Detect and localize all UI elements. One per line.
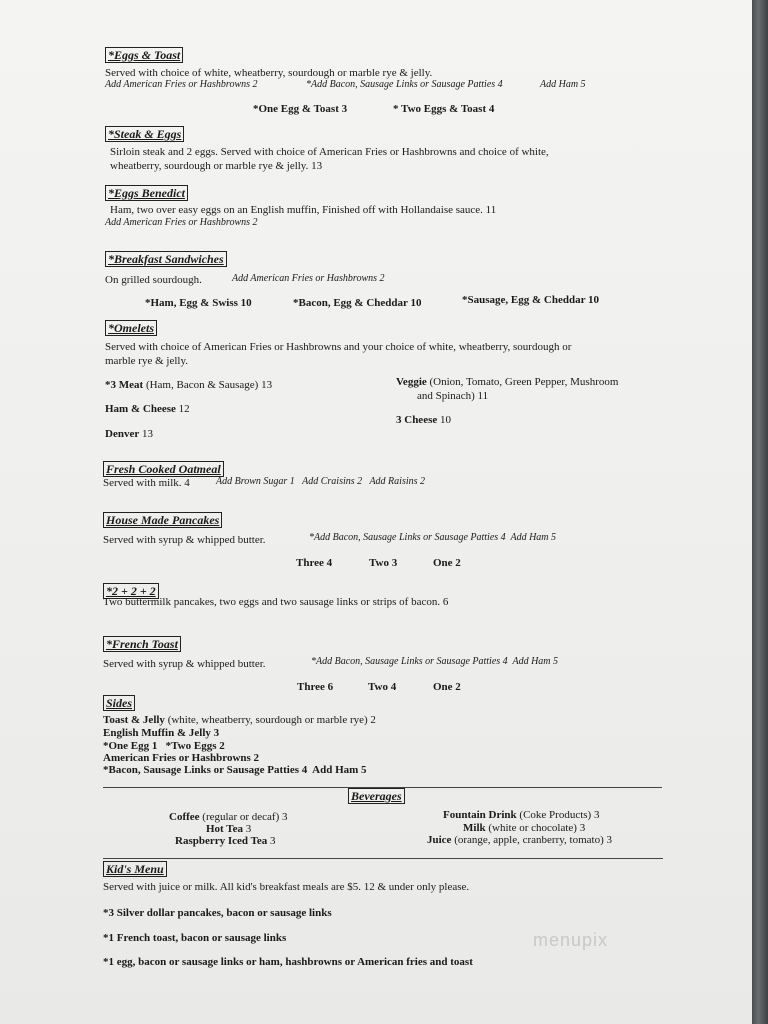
- sides-meat: *Bacon, Sausage Links or Sausage Patties 4 Add Ham 5: [103, 764, 367, 776]
- table-surface-edge: [752, 0, 768, 1024]
- menupix-watermark: menupix: [533, 930, 609, 950]
- french-toast-size: Two 4: [368, 681, 397, 693]
- beverage-raspberry-tea: [175, 834, 276, 848]
- section-omelets-title: *Omelets: [105, 320, 157, 336]
- sandwich-item: *Ham, Egg & Swiss 10: [145, 297, 252, 309]
- omelet-veggie-line2: and Spinach) 11: [417, 390, 489, 402]
- eggs-toast-add-meat: *Add Bacon, Sausage Links or Sausage Patties 4: [306, 79, 503, 90]
- omelet-name: 3 Cheese: [396, 414, 438, 426]
- beverage-name: Juice: [427, 834, 452, 846]
- beverage-detail: 3: [267, 835, 276, 847]
- section-two-two-two-title: *2 + 2 + 2: [103, 583, 159, 599]
- beverage-detail: (Coke Products) 3: [516, 809, 600, 821]
- beverage-detail: 3: [242, 823, 252, 835]
- eggs-toast-desc: Served with choice of white, wheatberry, sourdough or marble rye & jelly.: [105, 67, 433, 79]
- omelet-three-meat: [105, 378, 272, 392]
- sides-toast-jelly: [103, 713, 376, 727]
- omelet-name: Veggie: [396, 376, 427, 388]
- omelet-denver: [105, 427, 153, 441]
- omelet-detail: 13: [139, 428, 153, 440]
- beverage-name: Milk: [463, 822, 486, 834]
- french-toast-add: *Add Bacon, Sausage Links or Sausage Patties 4 Add Ham 5: [311, 656, 559, 667]
- steak-eggs-desc-1: Sirloin steak and 2 eggs. Served with choice of American Fries or Hashbrowns and choice of white,: [110, 146, 549, 158]
- breakfast-sandwiches-add: Add American Fries or Hashbrowns 2: [232, 273, 385, 284]
- beverage-name: Hot Tea: [206, 823, 243, 835]
- section-eggs-toast-title: *Eggs & Toast: [105, 47, 183, 63]
- pancake-size: Two 3: [369, 557, 398, 569]
- omelet-three-cheese: [396, 413, 451, 427]
- eggs-benedict-desc: Ham, two over easy eggs on an English muffin, Finished off with Hollandaise sauce. 11: [110, 204, 497, 216]
- sandwich-item: *Bacon, Egg & Cheddar 10: [293, 297, 422, 309]
- kids-desc: Served with juice or milk. All kid's breakfast meals are $5. 12 & under only please.: [103, 881, 470, 893]
- divider-line: [103, 858, 663, 859]
- french-toast-size: One 2: [433, 681, 461, 693]
- beverage-detail: (regular or decaf) 3: [199, 811, 288, 823]
- section-sides-title: Sides: [103, 695, 135, 711]
- omelets-desc-2: marble rye & jelly.: [105, 355, 188, 367]
- omelet-ham-cheese: [105, 402, 190, 416]
- omelet-name: *3 Meat: [105, 379, 144, 391]
- pancakes-add: *Add Bacon, Sausage Links or Sausage Patties 4 Add Ham 5: [309, 532, 557, 543]
- beverage-name: Coffee: [169, 811, 200, 823]
- pancakes-desc: Served with syrup & whipped butter.: [103, 534, 266, 546]
- french-toast-size: Three 6: [297, 681, 334, 693]
- section-steak-eggs-title: *Steak & Eggs: [105, 126, 184, 142]
- sandwich-item: *Sausage, Egg & Cheddar 10: [462, 294, 600, 306]
- eggs-benedict-add: Add American Fries or Hashbrowns 2: [105, 217, 258, 228]
- omelet-detail: (Ham, Bacon & Sausage) 13: [143, 379, 273, 391]
- eggs-toast-add-fries: Add American Fries or Hashbrowns 2: [105, 79, 258, 90]
- omelets-desc-1: Served with choice of American Fries or Hashbrowns and your choice of white, wheatberry, sourdough or: [105, 341, 572, 353]
- omelet-detail: 10: [437, 414, 451, 426]
- sides-english-muffin: English Muffin & Jelly 3: [103, 727, 220, 739]
- section-kids-menu-title: Kid's Menu: [103, 861, 167, 877]
- kids-item: *3 Silver dollar pancakes, bacon or sausage links: [103, 907, 332, 919]
- pancake-size: One 2: [433, 557, 461, 569]
- section-pancakes-title: House Made Pancakes: [103, 512, 222, 528]
- sides-fries: American Fries or Hashbrowns 2: [103, 752, 260, 764]
- eggs-toast-add-ham: Add Ham 5: [540, 79, 586, 90]
- kids-item: *1 egg, bacon or sausage links or ham, hashbrowns or American fries and toast: [103, 956, 473, 968]
- beverage-name: Fountain Drink: [443, 809, 517, 821]
- oatmeal-desc: Served with milk. 4: [103, 477, 190, 489]
- breakfast-sandwiches-desc: On grilled sourdough.: [105, 274, 202, 286]
- omelet-veggie: [396, 375, 618, 389]
- omelet-detail: (Onion, Tomato, Green Pepper, Mushroom: [426, 376, 619, 388]
- omelet-name: Denver: [105, 428, 140, 440]
- two-eggs-toast-item: * Two Eggs & Toast 4: [393, 103, 495, 115]
- section-beverages-title: Beverages: [348, 788, 405, 804]
- side-name: Toast & Jelly: [103, 714, 165, 726]
- kids-item: *1 French toast, bacon or sausage links: [103, 932, 287, 944]
- beverage-detail: (white or chocolate) 3: [485, 822, 586, 834]
- omelet-name: Ham & Cheese: [105, 403, 176, 415]
- omelet-detail: 12: [175, 403, 190, 415]
- one-egg-toast-item: *One Egg & Toast 3: [253, 103, 348, 115]
- section-breakfast-sandwiches-title: *Breakfast Sandwiches: [105, 251, 227, 267]
- beverage-detail: (orange, apple, cranberry, tomato) 3: [451, 834, 613, 846]
- section-french-toast-title: *French Toast: [103, 636, 181, 652]
- section-eggs-benedict-title: *Eggs Benedict: [105, 185, 188, 201]
- pancake-size: Three 4: [296, 557, 333, 569]
- oatmeal-adds: Add Brown Sugar 1 Add Craisins 2 Add Raisins 2: [216, 476, 426, 487]
- steak-eggs-desc-2: wheatberry, sourdough or marble rye & jelly. 13: [110, 160, 323, 172]
- two-two-two-desc: Two buttermilk pancakes, two eggs and two sausage links or strips of bacon. 6: [103, 596, 449, 608]
- sides-eggs: *One Egg 1 *Two Eggs 2: [103, 740, 225, 752]
- side-detail: (white, wheatberry, sourdough or marble rye) 2: [164, 714, 376, 726]
- section-oatmeal-title: Fresh Cooked Oatmeal: [103, 461, 224, 477]
- beverage-fountain: [443, 808, 599, 822]
- beverage-name: Raspberry Iced Tea: [175, 835, 268, 847]
- french-toast-desc: Served with syrup & whipped butter.: [103, 658, 266, 670]
- beverage-juice: [427, 833, 612, 847]
